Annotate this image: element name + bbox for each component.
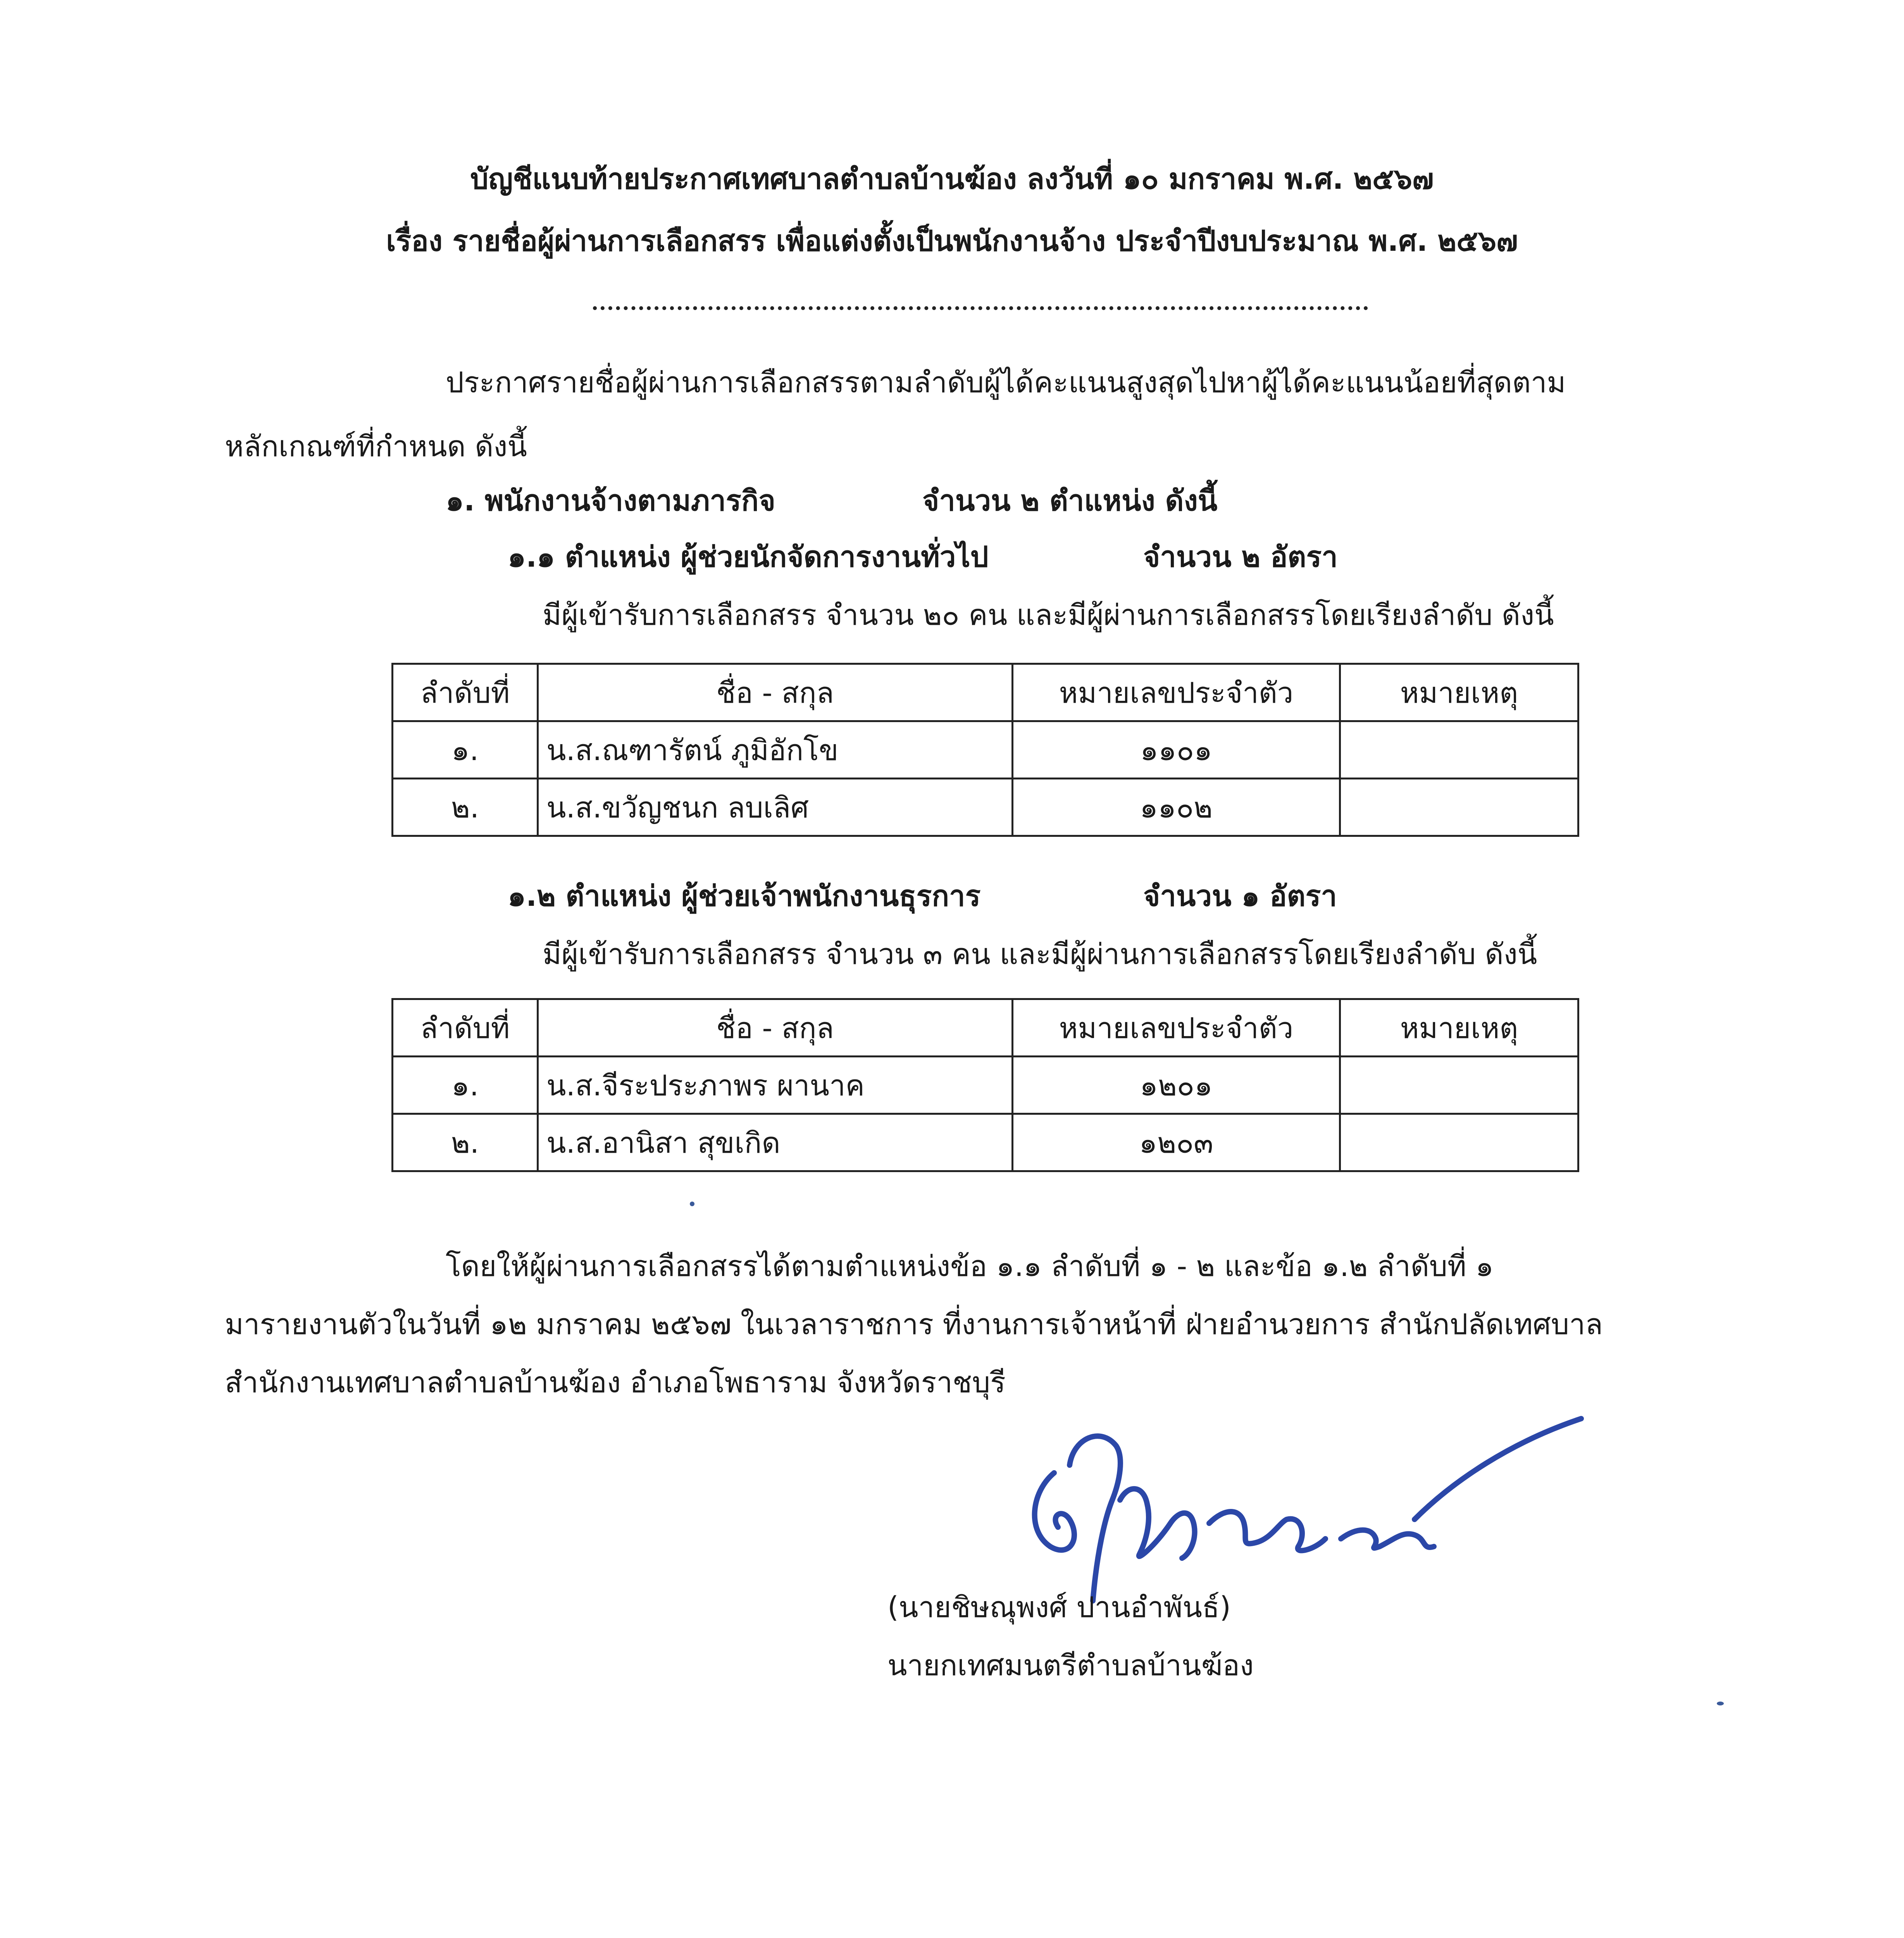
table-row [393, 1057, 1578, 1114]
position-1-1-applicants: มีผู้เข้ารับการเลือกสรร จำนวน ๒๐ คน และมีผู้ผ่านการเลือกสรรโดยเรียงลำดับ ดังนี้ [543, 598, 1554, 632]
intro-line-1: ประกาศรายชื่อผู้ผ่านการเลือกสรรตามลำดับผู้ได้คะแนนสูงสุดไปหาผู้ได้คะแนนน้อยที่สุดตาม [446, 366, 1566, 399]
column-name-header: ชื่อ - สกุล [538, 664, 1013, 721]
row-id: ๑๒๐๓ [1013, 1114, 1340, 1171]
section-1-title: ๑. พนักงานจ้างตามภารกิจ [446, 484, 775, 517]
document-subject: เรื่อง รายชื่อผู้ผ่านการเลือกสรร เพื่อแต่งตั้งเป็นพนักงานจ้าง ประจำปีงบประมาณ พ.ศ. ๒๕๖๗ [386, 224, 1518, 258]
closing-line-3: สำนักงานเทศบาลตำบลบ้านฆ้อง อำเภอโพธาราม จังหวัดราชบุรี [225, 1366, 1006, 1399]
row-note [1340, 721, 1578, 779]
position-1-2-count: จำนวน ๑ อัตรา [1143, 879, 1337, 913]
column-no-header: ลำดับที่ [393, 999, 538, 1057]
position-1-1-table [391, 663, 1579, 837]
column-note-header: หมายเหตุ [1340, 999, 1578, 1057]
document-title: บัญชีแนบท้ายประกาศเทศบาลตำบลบ้านฆ้อง ลงวันที่ ๑๐ มกราคม พ.ศ. ๒๕๖๗ [470, 162, 1434, 196]
dotted-separator [593, 306, 1368, 310]
closing-line-1: โดยให้ผู้ผ่านการเลือกสรรได้ตามตำแหน่งข้อ ๑.๑ ลำดับที่ ๑ - ๒ และข้อ ๑.๒ ลำดับที่ ๑ [446, 1250, 1494, 1283]
column-id-header: หมายเลขประจำตัว [1013, 664, 1340, 721]
table-row [393, 1114, 1578, 1171]
section-1-count: จำนวน ๒ ตำแหน่ง ดังนี้ [922, 484, 1218, 517]
column-note-header: หมายเหตุ [1340, 664, 1578, 721]
row-no: ๒. [393, 779, 538, 836]
row-no: ๒. [393, 1114, 538, 1171]
signatory-position: นายกเทศมนตรีตำบลบ้านฆ้อง [887, 1649, 1254, 1682]
column-id-header: หมายเลขประจำตัว [1013, 999, 1340, 1057]
row-name: น.ส.อานิสา สุขเกิด [538, 1114, 1013, 1171]
scan-speck [690, 1202, 694, 1206]
table-row [393, 779, 1578, 836]
column-name-header: ชื่อ - สกุล [538, 999, 1013, 1057]
position-1-1-count: จำนวน ๒ อัตรา [1143, 540, 1338, 574]
position-1-2-table [391, 998, 1579, 1172]
row-no: ๑. [393, 1057, 538, 1114]
signatory-name: (นายชิษณุพงศ์ ปานอำพันธ์) [887, 1591, 1231, 1624]
position-1-2-title: ๑.๒ ตำแหน่ง ผู้ช่วยเจ้าพนักงานธุรการ [508, 879, 981, 913]
closing-line-2: มารายงานตัวในวันที่ ๑๒ มกราคม ๒๕๖๗ ในเวลาราชการ ที่งานการเจ้าหน้าที่ ฝ่ายอำนวยการ สำนักปลัดเทศบาล [225, 1308, 1603, 1341]
row-id: ๑๑๐๒ [1013, 779, 1340, 836]
row-id: ๑๒๐๑ [1013, 1057, 1340, 1114]
row-name: น.ส.ณฑารัตน์ ภูมิอักโข [538, 721, 1013, 779]
table-header-row [393, 999, 1578, 1057]
position-1-1-title: ๑.๑ ตำแหน่ง ผู้ช่วยนักจัดการงานทั่วไป [508, 540, 989, 574]
row-note [1340, 1057, 1578, 1114]
row-id: ๑๑๐๑ [1013, 721, 1340, 779]
row-name: น.ส.จีระประภาพร ผานาค [538, 1057, 1013, 1114]
row-no: ๑. [393, 721, 538, 779]
column-no-header: ลำดับที่ [393, 664, 538, 721]
row-note [1340, 779, 1578, 836]
intro-line-2: หลักเกณฑ์ที่กำหนด ดังนี้ [225, 430, 527, 463]
scan-speck [1717, 1702, 1724, 1705]
position-1-2-applicants: มีผู้เข้ารับการเลือกสรร จำนวน ๓ คน และมีผู้ผ่านการเลือกสรรโดยเรียงลำดับ ดังนี้ [543, 938, 1537, 971]
table-row [393, 721, 1578, 779]
row-name: น.ส.ขวัญชนก ลบเลิศ [538, 779, 1013, 836]
row-note [1340, 1114, 1578, 1171]
table-header-row [393, 664, 1578, 721]
